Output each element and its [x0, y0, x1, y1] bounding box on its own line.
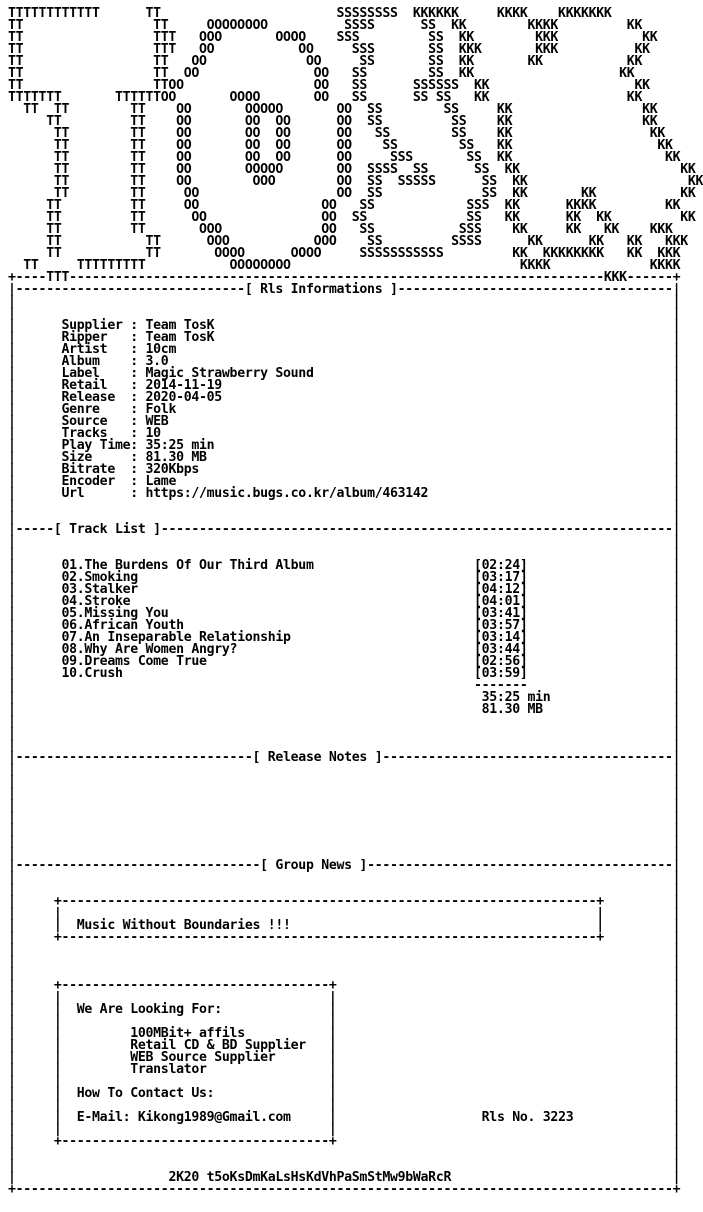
info-row-supplier: Supplier : Team TosK: [61, 318, 215, 333]
total-size: 81.30 MB: [481, 702, 543, 717]
looking-for-item: Translator: [61, 1062, 207, 1077]
track-time-06: [03:57]: [474, 618, 528, 633]
info-row-size: Size : 81.30 MB: [61, 450, 207, 465]
info-row-artist: Artist : 10cm: [61, 342, 177, 357]
track-title-03: 03.Stalker: [61, 582, 138, 597]
section-track-list: [ Track List ]: [53, 522, 161, 537]
track-title-01: 01.The Burdens Of Our Third Album: [61, 558, 314, 573]
motto-text: Music Without Boundaries !!!: [76, 918, 291, 933]
motto-box-top: +----------------------------------------------------------------------+: [53, 894, 604, 909]
track-time-04: [04:01]: [474, 594, 528, 609]
track-time-07: [03:14]: [474, 630, 528, 645]
info-row-url: Url : https://music.bugs.co.kr/album/463142: [61, 486, 429, 501]
looking-for-item: 100MBit+ affils: [61, 1026, 245, 1041]
footer-signature: 2K20 t5oKsDmKaLsHsKdVhPaSmStMw9bWaRcR: [168, 1170, 452, 1185]
contact-email: E-Mail: Kikong1989@Gmail.com: [61, 1110, 291, 1125]
contact-title: How To Contact Us:: [61, 1086, 215, 1101]
track-time-09: [02:56]: [474, 654, 528, 669]
track-title-08: 08.Why Are Women Angry?: [61, 642, 238, 657]
track-title-04: 04.Stroke: [61, 594, 131, 609]
info-row-ripper: Ripper : Team TosK: [61, 330, 215, 345]
track-time-02: [03:17]: [474, 570, 528, 585]
motto-box-pad: | |: [53, 906, 604, 921]
info-row-genre: Genre : Folk: [61, 402, 177, 417]
info-row-album: Album : 3.0: [61, 354, 169, 369]
nfo-document: TTTTTTTTTTTT TT SSSSSSSS KKKKKK KKKK KKKKKKK TT TT OOOOOOOO SSSS SS KK KKKK KK TT TTT OOO OOOO SSS SS KK KKK KK TT TTT OO OO SSS SS KKK KKK KK TT TT OO OO SS SS KK KK KK TT TT OO OO SS SS KK KK TT TTOO OO SS SSSSSS KK KK TTTTTTT TTTTTTOO OOOO OO SS SS SS KK KK TT TT TT OO OOOOO OO SS SS KK KK TT TT OO OO OO OO SS SS KK KK TT TT OO OO OO OO SS SS KK KK TT TT OO OO OO OO SS SS KK KK TT TT OO OO OO OO SSS SS KK KK TT TT OO OOOOO OO SSSS SS SS KK KK TT TT OO OOO OO SS SSSSS SS KK KK TT TT OO OO SS SS KK KK KK TT TT OO OO SS SSS KK KKKK KK TT TT OO OO SS SS KK KK KK KK TT TT OOO OO SS SSS KK KK KK KKK TT TT OOO OOO SS SSSS KK KK KK KKK TT TT OOOO OOOO SSSSSSSSSSS KK KKKKKKKK KK KKK TT TTTTTTTTT OOOOOOOO KKKK KKKK +----TTT----------------------------------------------------------------------KKK------+ |------------------------------[ Rls Informations ]------------------------------------| | | | | | Supplier : Team TosK | | Ripper : Team TosK | | Artist : 10cm | | Album : 3.0 | | Label : Magic Strawberry Sound | | Retail : 2014-11-19 | | Release : 2020-04-05 | | Genre : Folk | | Source : WEB | | Tracks : 10 | | Play Time: 35:25 min | | Size : 81.30 MB | | Bitrate : 320Kbps | | Encoder : Lame | | Url : https://music.bugs.co.kr/album/463142 | | | | | |-----[ Track List ]-------------------------------------------------------------------| | | | | | 01.The Burdens Of Our Third Album [02:24] | | 02.Smoking [03:17] | | 03.Stalker [04:12] | | 04.Stroke [04:01] | | 05.Missing You [03:41] | | 06.African Youth [03:57] | | 07.An Inseparable Relationship [03:14] | | 08.Why Are Women Angry? [03:44] | | 09.Dreams Come True [02:56] | | 10.Crush [03:59] | | ------- | | 35:25 min | | 81.30 MB | | | | | | | |-------------------------------[ Release Notes ]--------------------------------------| | | | | | | | | | | | | | | | | |--------------------------------[ Group News ]----------------------------------------| | | | | | +----------------------------------------------------------------------+ | | | | | | | Music Without Boundaries !!! | | | +----------------------------------------------------------------------+ | | | | | | | | +-----------------------------------+ | | | | | | | We Are Looking For: | | | | | | | | 100MBit+ affils | | | | Retail CD & BD Supplier | | | | WEB Source Supplier | | | | Translator | | | | | | | | How To Contact Us: | | | | | | | | E-Mail: Kikong1989@Gmail.com | Rls No. 3223 | | | | | | +-----------------------------------+ | | | | | | 2K20 t5oKsDmKaLsHsKdVhPaSmStMw9bWaRcR | +--------------------------------------------------------------------------------------+: [8, 6, 703, 1197]
track-title-02: 02.Smoking: [61, 570, 138, 585]
looking-for-item: Retail CD & BD Supplier: [61, 1038, 306, 1053]
track-title-07: 07.An Inseparable Relationship: [61, 630, 291, 645]
track-title-09: 09.Dreams Come True: [61, 654, 207, 669]
looking-for-item: WEB Source Supplier: [61, 1050, 276, 1065]
track-time-10: [03:59]: [474, 666, 528, 681]
info-row-encoder: Encoder : Lame: [61, 474, 177, 489]
track-title-06: 06.African Youth: [61, 618, 184, 633]
info-row-source: Source : WEB: [61, 414, 169, 429]
track-time-05: [03:41]: [474, 606, 528, 621]
track-title-10: 10.Crush: [61, 666, 123, 681]
looking-for-title: We Are Looking For:: [61, 1002, 222, 1017]
release-number: Rls No. 3223: [481, 1110, 574, 1125]
info-row-tracks: Tracks : 10: [61, 426, 161, 441]
section-group-news: [ Group News ]: [260, 858, 368, 873]
total-time: 35:25 min: [481, 690, 551, 705]
track-title-05: 05.Missing You: [61, 606, 169, 621]
total-rule: -------: [474, 678, 528, 693]
track-time-08: [03:44]: [474, 642, 528, 657]
info-row-retail: Retail : 2014-11-19: [61, 378, 222, 393]
motto-box-bottom: +----------------------------------------------------------------------+: [53, 930, 604, 945]
info-row-bitrate: Bitrate : 320Kbps: [61, 462, 199, 477]
section-release-notes: [ Release Notes ]: [252, 750, 383, 765]
info-row-play-time: Play Time: 35:25 min: [61, 438, 215, 453]
contact-box-top: +-----------------------------------+: [53, 978, 337, 993]
tosk-ascii-logo: TTTTTTTTTTTT TT SSSSSSSS KKKKKK KKKK KKKKKKK TT TT OOOOOOOO SSSS SS KK KKKK KK TT TTT OOO OOOO SSS SS KK KKK KK TT TTT OO OO SSS SS KKK KKK KK TT TT OO OO SS SS KK KK KK TT TT OO OO SS SS KK KK TT TTOO OO SS SSSSSS KK KK TTTTTTT TTTTTTOO OOOO OO SS SS SS KK KK TT TT TT OO OOOOO OO SS SS KK KK TT TT OO OO OO OO SS SS KK KK TT TT OO OO OO OO SS SS KK KK TT TT OO OO OO OO SS SS KK KK TT TT OO OO OO OO SSS SS KK KK TT TT OO OOOOO OO SSSS SS SS KK KK TT TT OO OOO OO SS SSSSS SS KK KK TT TT OO OO SS SS KK KK KK TT TT OO OO SS SSS KK KKKK KK TT TT OO OO SS SS KK KK KK KK TT TT OOO OO SS SSS KK KK KK KKK TT TT OOO OOO SS SSSS KK KK KK KKK TT TT OOOO OOOO SSSSSSSSSSS KK KKKKKKKK KK KKK TT TTTTTTTTT OOOOOOOO KKKK KKKK: [8, 6, 703, 273]
section-rls-informations: [ Rls Informations ]: [244, 282, 398, 297]
track-time-01: [02:24]: [474, 558, 528, 573]
info-row-label: Label : Magic Strawberry Sound: [61, 366, 314, 381]
track-time-03: [04:12]: [474, 582, 528, 597]
top-rule: +----TTT----------------------------------------------------------------------KKK------+: [8, 270, 681, 285]
info-row-release: Release : 2020-04-05: [61, 390, 222, 405]
contact-box-bottom: +-----------------------------------+: [53, 1134, 337, 1149]
